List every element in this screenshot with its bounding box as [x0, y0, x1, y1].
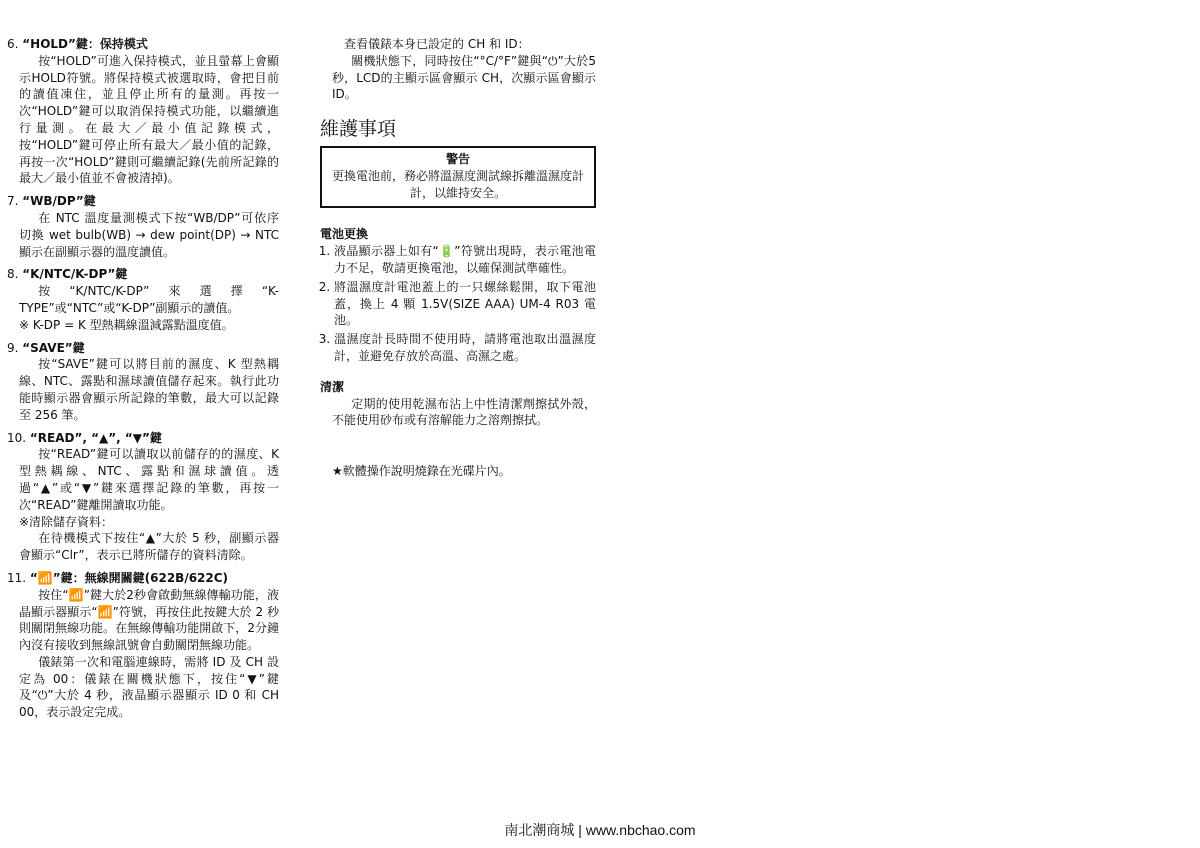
section-save: [7, 340, 279, 424]
list-item: 1. 液晶顯示器上如有“🔋”符號出現時，表示電池電力不足，敬請更換電池，以確保測試準確性。: [334, 243, 596, 277]
section-k-ntc: [7, 266, 279, 333]
section-paragraph: 按住“📶”鍵大於2秒會啟動無線傳輸功能，液晶顯示器顯示“📶”符號，再按住此按鍵大於 2 秒則關閉無線功能。在無線傳輸功能開啟下，2分鐘內沒有接收到無線訊號會自動關閉無線功能。: [19, 587, 279, 653]
section-read: [7, 430, 279, 564]
section-paragraph: 在 NTC 溫度量測模式下按“WB/DP”可依序切換 wet bulb(WB) → dew point(DP) → NTC 顯示在副顯示器的溫度讀值。: [19, 210, 279, 259]
section-paragraph: 按“SAVE”鍵可以將目前的濕度、K 型熱耦線、NTC、露點和濕球讀值儲存起來。執行此功能時顯示器會顯示所記錄的筆數，最大可以記錄至 256 筆。: [19, 357, 279, 422]
section-note: ※ K-DP = K 型熱耦線溫減露點溫度值。: [19, 317, 234, 332]
section-paragraph: 在待機模式下按住“▲”大於 5 秒，副顯示器會顯示“Clr”，表示已將所儲存的資料清除。: [19, 531, 279, 563]
right-column: [320, 36, 596, 480]
maintenance-heading: 維護事項: [320, 118, 397, 141]
battery-list: [320, 243, 596, 365]
section-paragraph: 按“K/NTC/K-DP”來選擇“K-TYPE”或“NTC”或“K-DP”副顯示的讀值。: [19, 284, 279, 315]
warning-title: 警告: [445, 151, 470, 166]
section-wireless: [7, 570, 279, 721]
left-column: [7, 36, 279, 727]
battery-heading: 電池更換: [320, 227, 369, 242]
section-paragraph: 按“HOLD”可進入保持模式，並且螢幕上會顯示HOLD符號。將保持模式被選取時，會把目前的讀值凍住，並且停止所有的量測。再按一次“HOLD”鍵可以取消保持模式功能，以繼續進行量測。在最大／最小值記錄模式，按“HOLD”鍵可停止所有最大／最小值的記錄，再按一次“HOLD”鍵則可繼續記錄(先前所記錄的最大／最小值並不會被清掉)。: [19, 53, 279, 186]
warning-box: [320, 146, 596, 208]
section-title: 10. “READ”, “▲”, “▼”鍵: [7, 430, 162, 445]
section-paragraph: 按“READ”鍵可以讀取以前儲存的的濕度、K 型熱耦線、NTC、露點和濕球讀值。透過“▲”或“▼”鍵來選擇記錄的筆數，再按一次“READ”鍵離開讀取功能。: [19, 447, 279, 512]
section-title: 6. “HOLD”鍵：保持模式: [7, 37, 148, 51]
cleaning-body: 定期的使用乾濕布沾上中性清潔劑擦拭外殼，不能使用砂布或有溶解能力之溶劑擦拭。: [332, 396, 596, 428]
check-settings-body: 關機狀態下，同時按住“°C/°F”鍵與“⏻”大於5秒，LCD的主顯示區會顯示 CH，次顯示區會顯示 ID。: [332, 53, 596, 102]
section-wb-dp: [7, 193, 279, 260]
section-hold: [7, 36, 279, 187]
section-paragraph: 儀錶第一次和電腦連線時，需將 ID 及 CH 設定為 00：儀錶在關機狀態下，按住“▼”鍵及“⏻”大於 4 秒，液晶顯示器顯示 ID 0 和 CH 00，表示設定完成。: [19, 654, 279, 720]
footer-watermark: 南北潮商城 | www.nbchao.com: [504, 822, 696, 838]
section-note: ※清除儲存資料：: [19, 514, 114, 529]
cleaning-heading: 清潔: [320, 379, 345, 394]
section-title: 9. “SAVE”鍵: [7, 340, 85, 355]
list-item: 3. 溫濕度計長時間不使用時，請將電池取出溫濕度計，並避免存放於高溫、高濕之處。: [334, 331, 596, 365]
software-note: ★軟體操作說明燒錄在光碟片內。: [332, 464, 511, 479]
list-item: 2. 將溫濕度計電池蓋上的一只螺絲鬆開，取下電池蓋，換上 4 顆 1.5V(SIZE AAA) UM-4 R03 電池。: [334, 279, 596, 329]
section-title: 8. “K/NTC/K-DP”鍵: [7, 267, 128, 282]
section-title: 7. “WB/DP”鍵: [7, 194, 96, 209]
check-settings-title: 查看儀錶本身已設定的 CH 和 ID：: [344, 37, 530, 51]
section-title: 11. “📶”鍵：無線開關鍵(622B/622C): [7, 570, 229, 585]
warning-body: 更換電池前，務必將溫濕度測試線拆離溫濕度計計，以維持安全。: [331, 168, 584, 200]
